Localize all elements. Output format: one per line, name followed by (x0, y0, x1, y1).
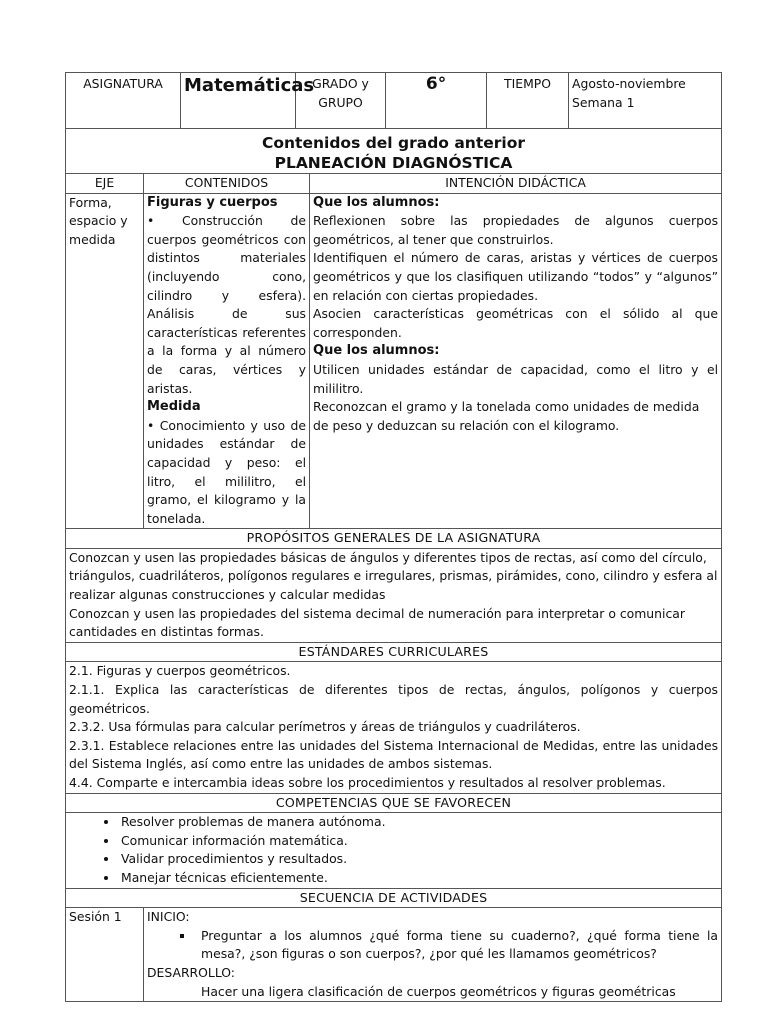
session-label: Sesión 1 (66, 908, 144, 1001)
list-item: • Manejar técnicas eficientemente. (119, 869, 718, 888)
lesson-plan-document (65, 72, 721, 1002)
tiempo-value (569, 73, 722, 129)
figuras-text: • Construcción de cuerpos geométricos con distintos materiales (incluyendo cono, cilindro y esfera). Análisis de sus características referentes a la forma y al número de caras, vértices y aristas. (147, 213, 307, 396)
estandares-row (66, 662, 722, 793)
diagnostic-content-row (66, 193, 722, 529)
estandar-item: 2.3.2. Usa fórmulas para calcular perímetros y áreas de triángulos y cuadriláteros. (69, 719, 581, 735)
inicio-list (147, 927, 718, 964)
list-item: • Comunicar información matemática. (119, 832, 718, 851)
tiempo-period: Agosto-noviembre (572, 76, 686, 91)
competencias-title: COMPETENCIAS QUE SE FAVORECEN (66, 793, 722, 813)
intencion-text-5: Reconozcan el gramo y la tonelada como unidades de medida de peso y deduzcan su relación con el kilogramo. (313, 399, 700, 433)
desarrollo-list (147, 983, 718, 1001)
eje-header: EJE (66, 174, 144, 194)
asignatura-label: ASIGNATURA (66, 73, 181, 129)
intencion-text-3: Asocien características geométricas con el sólido al que corresponden. (313, 306, 719, 340)
contenidos-cell (144, 193, 310, 529)
estandar-item: 2.3.1. Establece relaciones entre las unidades del Sistema Internacional de Medidas, entre las unidades del Sistema Inglés, así como entre las unidades de ambos sistemas. (69, 737, 719, 772)
estandares-cell (66, 662, 722, 793)
proposito-2: Conozcan y usen las propiedades del sistema decimal de numeración para interpretar o comunicar cantidades en distintas formas. (69, 605, 685, 640)
intencion-text-1: Reflexionen sobre las propiedades de algunos cuerpos geométricos, al tener que construirlos. (313, 213, 719, 247)
tiempo-label: TIEMPO (487, 73, 569, 129)
estandares-title: ESTÁNDARES CURRICULARES (66, 642, 722, 662)
eje-cell: Forma, espacio y medida (66, 193, 144, 529)
medida-heading: Medida (147, 399, 201, 415)
figuras-heading: Figuras y cuerpos (147, 194, 278, 210)
secuencia-title: SECUENCIA DE ACTIVIDADES (66, 888, 722, 908)
medida-text: • Conocimiento y uso de unidades estándar de capacidad y peso: el litro, el mililitro, el gramo, el kilogramo y la tonelada. (147, 417, 307, 526)
planning-title: PLANEACIÓN DIAGNÓSTICA (274, 154, 513, 172)
list-item: • Resolver problemas de manera autónoma. (119, 813, 718, 832)
contenidos-header: CONTENIDOS (144, 174, 310, 194)
intencion-heading-1: Que los alumnos: (313, 194, 440, 210)
intencion-text-4: Utilicen unidades estándar de capacidad, como el litro y el mililitro. (313, 361, 719, 396)
grado-value: 6° (386, 73, 487, 129)
header-row (66, 73, 722, 129)
secuencia-cell (144, 908, 722, 1001)
previous-grade-title: Contenidos del grado anterior (262, 134, 526, 152)
estandar-item: 2.1.1. Explica las características de diferentes tipos de rectas, ángulos, polígonos y cuerpos geométricos. (69, 682, 719, 716)
secuencia-row (66, 908, 722, 1001)
intencion-heading-2: Que los alumnos: (313, 343, 440, 359)
competencias-title-row (66, 793, 722, 813)
propositos-title: PROPÓSITOS GENERALES DE LA ASIGNATURA (66, 529, 722, 549)
intencion-header: INTENCIÓN DIDÁCTICA (310, 174, 722, 194)
propositos-cell (66, 548, 722, 642)
competencias-cell (66, 813, 722, 888)
secuencia-title-row (66, 888, 722, 908)
lesson-plan-table (65, 72, 722, 1002)
list-item: ▪ Preguntar a los alumnos ¿qué forma tiene su cuaderno?, ¿qué forma tiene la mesa?, ¿son figuras o son cuerpos?, ¿por qué les llamamos geométricos? (195, 927, 718, 964)
list-item: ▪ Hacer una ligera clasificación de cuerpos geométricos y figuras geométricas (195, 983, 718, 1001)
grado-label: GRADO y GRUPO (296, 73, 386, 129)
estandares-title-row (66, 642, 722, 662)
diagnostic-title (66, 129, 722, 174)
estandar-item: 4.4. Comparte e intercambia ideas sobre los procedimientos y resultados al resolver problemas. (69, 775, 666, 790)
diagnostic-title-row (66, 129, 722, 174)
propositos-row (66, 548, 722, 642)
estandar-item: 2.1. Figuras y cuerpos geométricos. (69, 663, 291, 679)
intencion-cell (310, 193, 722, 529)
proposito-1: Conozcan y usen las propiedades básicas de ángulos y diferentes tipos de rectas, así como del círculo, triángulos, cuadriláteros, polígonos regulares e irregulares, prismas, pirámides, cono, cilindro y esfera al realizar algunas construcciones y calcular medidas (69, 549, 718, 603)
intencion-text-2: Identifiquen el número de caras, aristas y vértices de cuerpos geométricos y que los clasifiquen utilizando “todos” y “algunos” en relación con ciertas propiedades. (313, 250, 719, 303)
competencias-row (66, 813, 722, 888)
asignatura-value: Matemáticas (181, 73, 296, 129)
desarrollo-label: DESARROLLO: (147, 964, 235, 980)
inicio-label: INICIO: (147, 909, 190, 925)
tiempo-week: Semana 1 (572, 94, 635, 110)
competencias-list (69, 813, 718, 887)
propositos-title-row (66, 529, 722, 549)
list-item: • Validar procedimientos y resultados. (119, 850, 718, 869)
diagnostic-columns-row (66, 174, 722, 194)
